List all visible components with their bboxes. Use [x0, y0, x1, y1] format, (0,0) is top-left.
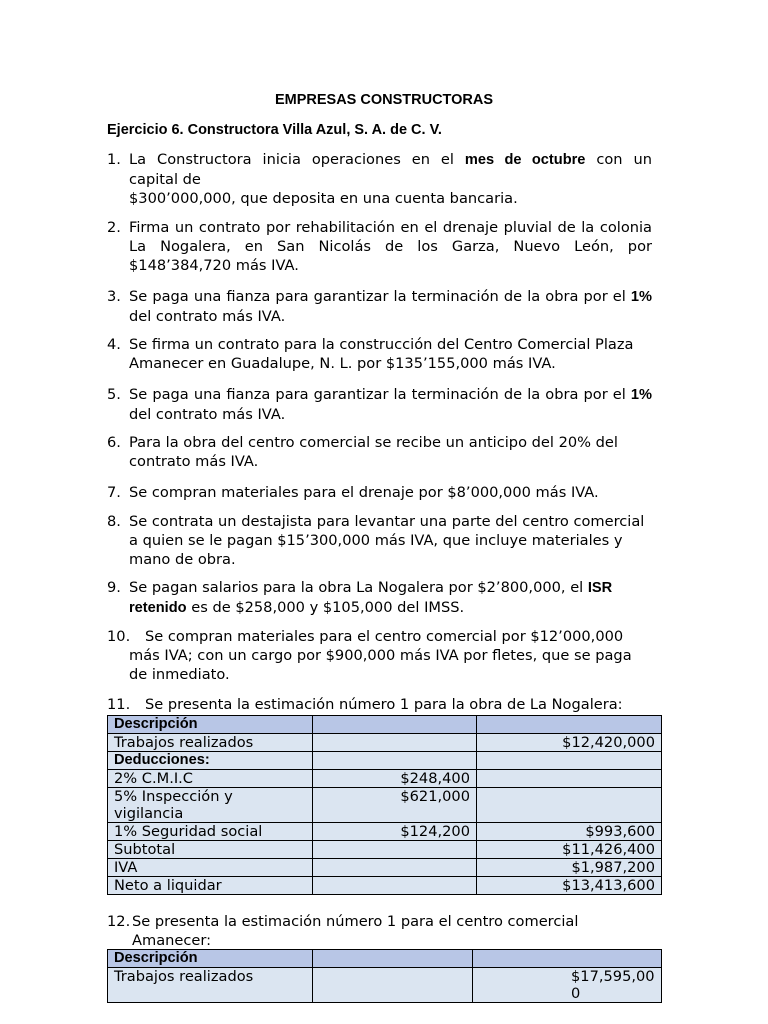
list-item: 3. Se paga una fianza para garantizar la terminación de la obra por el 1% del contrato más IVA. [107, 288, 652, 325]
table-row: Neto a liquidar $13,413,600 [108, 877, 662, 895]
table-row: Trabajos realizados $17,595,000 [108, 968, 662, 1003]
list-item: 7. Se compran materiales para el drenaje por $8’000,000 más IVA. [107, 484, 599, 501]
table-row: Descripción [108, 716, 662, 734]
table-row: Subtotal $11,426,400 [108, 841, 662, 859]
estimate-table-amanecer [107, 949, 662, 1003]
document-title: EMPRESAS CONSTRUCTORAS [274, 92, 494, 108]
table-row: Trabajos realizados $12,420,000 [108, 734, 662, 752]
table-row: 1% Seguridad social $124,200 $993,600 [108, 823, 662, 841]
table-row: Deducciones: [108, 752, 662, 770]
list-item: 5. Se paga una fianza para garantizar la terminación de la obra por el 1% del contrato más IVA. [107, 386, 652, 423]
table-row: 5% Inspección y vigilancia $621,000 [108, 788, 662, 823]
list-item: 6. Para la obra del centro comercial se recibe un anticipo del 20% del contrato más IVA. [107, 434, 618, 470]
table-row: Descripción [108, 950, 662, 968]
list-item: 1. La Constructora inicia operaciones en el mes de octubre con un capital de $300’000,000, que deposita en una cuenta bancaria. [107, 151, 653, 207]
table-row: IVA $1,987,200 [108, 859, 662, 877]
list-item: 8. Se contrata un destajista para levantar una parte del centro comercial a quien se le pagan $15’300,000 más IVA, que incluye materiales y mano de obra. [107, 513, 645, 568]
list-item: 12. Se presenta la estimación número 1 para el centro comercial Amanecer: [107, 913, 579, 949]
list-item: 9. Se pagan salarios para la obra La Nogalera por $2’800,000, el ISR retenido es de $258,000 y $105,000 del IMSS. [107, 579, 613, 616]
list-item: 2. Firma un contrato por rehabilitación en el drenaje pluvial de la colonia La Nogalera, en San Nicolás de los Garza, Nuevo León, por $148’384,720 más IVA. [107, 219, 652, 274]
estimate-table-nogalera [107, 715, 662, 895]
table-row: 2% C.M.I.C $248,400 [108, 770, 662, 788]
list-item: 11. Se presenta la estimación número 1 para la obra de La Nogalera: [107, 696, 623, 713]
exercise-heading: Ejercicio 6. Constructora Villa Azul, S. A. de C. V. [107, 122, 442, 138]
list-item: 10. Se compran materiales para el centro comercial por $12’000,000 más IVA; con un cargo por $900,000 más IVA por fletes, que se paga de inmediato. [107, 628, 632, 683]
list-item: 4. Se firma un contrato para la construcción del Centro Comercial Plaza Amanecer en Guadalupe, N. L. por $135’155,000 más IVA. [107, 336, 634, 372]
